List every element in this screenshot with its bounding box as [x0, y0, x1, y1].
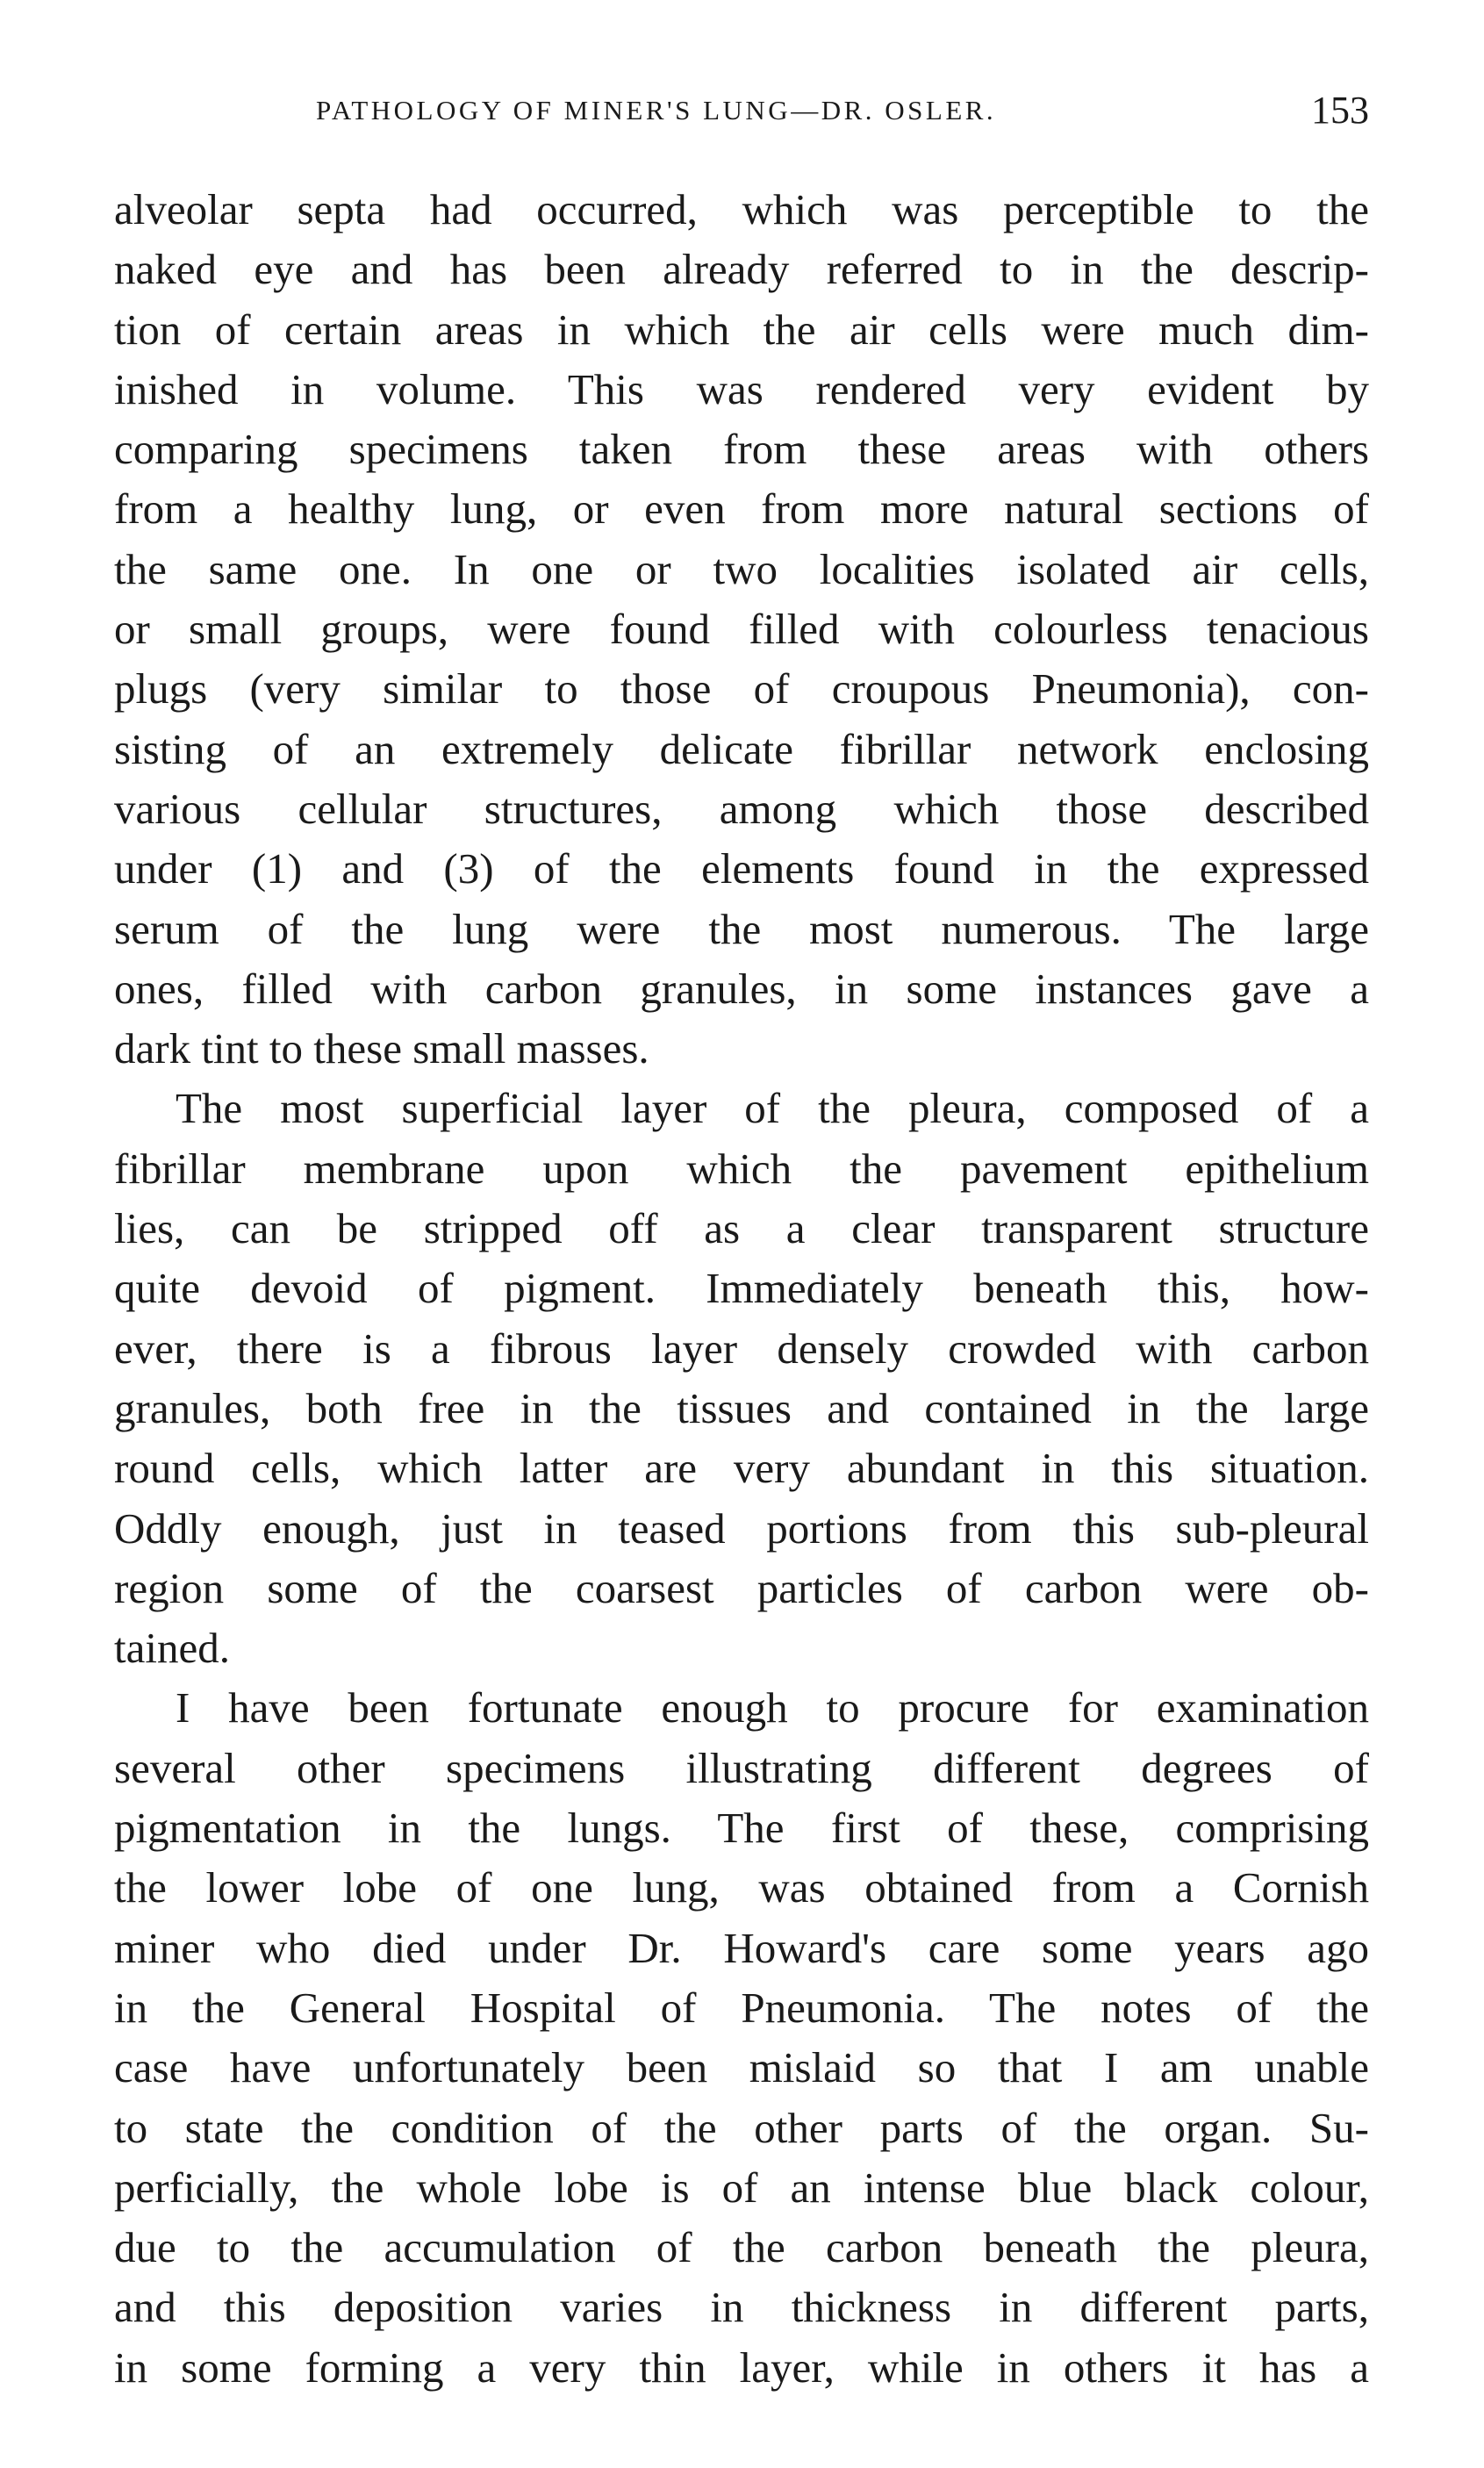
- text-line: from a healthy lung, or even from more natural sections of: [114, 484, 1369, 534]
- running-header: [114, 88, 1369, 140]
- text-line: alveolar septa had occurred, which was perceptible to the: [114, 185, 1369, 233]
- text-line: tion of certain areas in which the air cells were much dim-: [114, 305, 1369, 354]
- text-line: due to the accumulation of the carbon beneath the pleura,: [114, 2223, 1369, 2272]
- text-line: in the General Hospital of Pneumonia. The notes of the: [114, 1983, 1369, 2032]
- text-line: in some forming a very thin layer, while in others it has a: [114, 2342, 1369, 2392]
- text-line: lies, can be stripped off as a clear transparent structure: [114, 1204, 1369, 1253]
- text-line: quite devoid of pigment. Immediately beneath this, how-: [114, 1264, 1369, 1313]
- text-line: and this deposition varies in thickness in different parts,: [114, 2283, 1369, 2332]
- running-head-title: PATHOLOGY OF MINER'S LUNG—DR. OSLER.: [316, 95, 997, 126]
- text-line: naked eye and has been already referred to in the descrip-: [114, 245, 1369, 294]
- text-line: miner who died under Dr. Howard's care some years ago: [114, 1923, 1369, 1972]
- text-line: ever, there is a fibrous layer densely crowded with carbon: [114, 1324, 1369, 1373]
- text-line: pigmentation in the lungs. The first of these, comprising: [114, 1804, 1369, 1853]
- text-line: various cellular structures, among which those described: [114, 784, 1369, 833]
- text-line: the same one. In one or two localities isolated air cells,: [114, 544, 1369, 593]
- text-line: The most superficial layer of the pleura, composed of a: [176, 1084, 1369, 1133]
- text-line: Oddly enough, just in teased portions from this sub-pleural: [114, 1503, 1369, 1553]
- text-line: round cells, which latter are very abundant in this situation.: [114, 1444, 1369, 1493]
- page-number: 153: [1311, 89, 1369, 132]
- text-line: the lower lobe of one lung, was obtained from a Cornish: [114, 1863, 1369, 1912]
- text-line: I have been fortunate enough to procure for examination: [176, 1683, 1369, 1733]
- text-line: or small groups, were found filled with colourless tenacious: [114, 605, 1369, 654]
- text-line: dark tint to these small masses.: [114, 1024, 649, 1073]
- body-text: [114, 180, 1369, 2398]
- text-line: ones, filled with carbon granules, in some instances gave a: [114, 964, 1369, 1013]
- text-line: under (1) and (3) of the elements found in the expressed: [114, 844, 1369, 893]
- text-line: serum of the lung were the most numerous. The large: [114, 904, 1369, 953]
- text-line: granules, both free in the tissues and contained in the large: [114, 1383, 1369, 1432]
- text-line: tained.: [114, 1624, 230, 1673]
- text-line: comparing specimens taken from these areas with others: [114, 425, 1369, 474]
- text-line: inished in volume. This was rendered very evident by: [114, 364, 1369, 413]
- text-line: several other specimens illustrating different degrees of: [114, 1743, 1369, 1792]
- text-line: perficially, the whole lobe is of an intense blue black colour,: [114, 2163, 1369, 2212]
- text-line: plugs (very similar to those of croupous Pneumonia), con-: [114, 664, 1369, 714]
- text-line: sisting of an extremely delicate fibrillar network enclosing: [114, 724, 1369, 773]
- text-line: case have unfortunately been mislaid so that I am unable: [114, 2043, 1369, 2092]
- text-line: region some of the coarsest particles of carbon were ob-: [114, 1563, 1369, 1612]
- text-line: to state the condition of the other parts of the organ. Su-: [114, 2103, 1369, 2152]
- text-line: fibrillar membrane upon which the pavement epithelium: [114, 1144, 1369, 1193]
